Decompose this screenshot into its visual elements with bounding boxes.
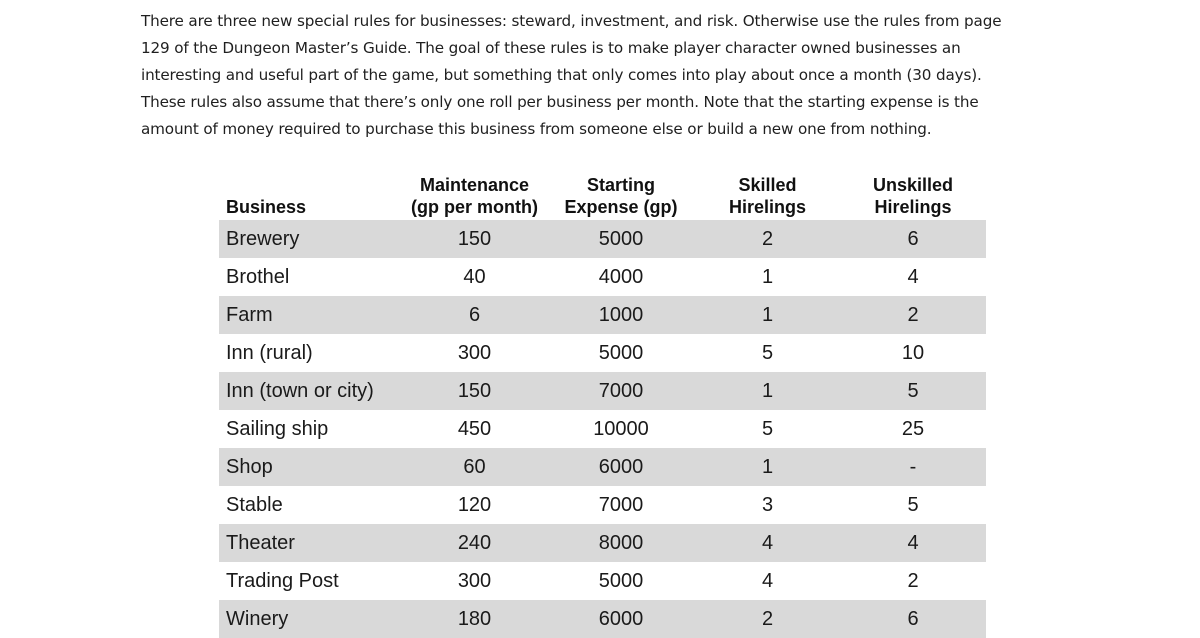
header-unskilled-line1: Unskilled [872, 175, 954, 195]
intro-line: interesting and useful part of the game, but something that only comes into play about once a month (30 days). [141, 66, 982, 84]
cell-skilled: 1 [695, 372, 840, 410]
cell-business: Winery [219, 600, 402, 638]
business-table-body [219, 220, 986, 638]
header-starting-line1: Starting [586, 175, 655, 195]
cell-starting-expense: 4000 [598, 265, 644, 288]
header-skilled-hirelings [695, 168, 840, 220]
intro-paragraph [141, 8, 1071, 143]
cell-maintenance: 300 [457, 341, 492, 364]
cell-skilled: 1 [761, 265, 774, 288]
cell-skilled: 5 [761, 341, 774, 364]
cell-skilled: 3 [761, 493, 774, 516]
cell-skilled: 1 [695, 448, 840, 486]
cell-unskilled: 10 [901, 341, 925, 364]
table-row [219, 524, 986, 562]
cell-starting-expense: 1000 [547, 296, 695, 334]
cell-skilled: 4 [761, 569, 774, 592]
cell-starting-expense: 5000 [598, 341, 644, 364]
cell-skilled: 5 [761, 417, 774, 440]
header-unskilled-hirelings [840, 168, 986, 220]
cell-business: Sailing ship [226, 417, 329, 440]
business-table-header [219, 168, 986, 220]
header-skilled-line1: Skilled [738, 175, 797, 195]
table-row [219, 258, 986, 296]
cell-maintenance: 6 [402, 296, 547, 334]
header-maintenance-line1: Maintenance [419, 175, 530, 195]
cell-starting-expense: 7000 [598, 493, 644, 516]
header-maintenance-line2: (gp per month) [411, 197, 538, 217]
cell-unskilled: - [840, 448, 986, 486]
cell-unskilled: 5 [840, 372, 986, 410]
business-table [219, 168, 986, 638]
table-row [219, 372, 986, 410]
header-skilled-line2: Hirelings [728, 197, 807, 217]
cell-business: Stable [226, 493, 283, 516]
table-row [219, 334, 986, 372]
cell-maintenance: 450 [457, 417, 492, 440]
cell-business: Inn (rural) [226, 341, 313, 364]
table-row [219, 562, 986, 600]
cell-business: Brewery [219, 220, 402, 258]
header-starting-line2: Expense (gp) [564, 197, 678, 217]
cell-maintenance: 120 [457, 493, 492, 516]
header-business-line1: Business [226, 197, 307, 217]
header-maintenance [402, 168, 547, 220]
cell-starting-expense: 7000 [547, 372, 695, 410]
cell-skilled: 2 [695, 600, 840, 638]
cell-maintenance: 150 [402, 220, 547, 258]
cell-maintenance: 60 [402, 448, 547, 486]
cell-maintenance: 180 [402, 600, 547, 638]
cell-maintenance: 240 [402, 524, 547, 562]
cell-starting-expense: 6000 [547, 600, 695, 638]
header-unskilled-line2: Hirelings [874, 197, 952, 217]
header-starting-expense [547, 168, 695, 220]
cell-business: Theater [219, 524, 402, 562]
cell-starting-expense: 10000 [593, 417, 649, 440]
header-business [219, 168, 402, 220]
cell-unskilled: 25 [901, 417, 925, 440]
cell-unskilled: 6 [840, 600, 986, 638]
cell-unskilled: 2 [907, 569, 919, 592]
cell-starting-expense: 6000 [547, 448, 695, 486]
table-row [219, 486, 986, 524]
cell-unskilled: 5 [907, 493, 919, 516]
intro-line: These rules also assume that there’s only one roll per business per month. Note that the starting expense is the [141, 93, 979, 111]
cell-business: Shop [219, 448, 402, 486]
table-row [219, 410, 986, 448]
intro-line: amount of money required to purchase this business from someone else or build a new one from nothing. [141, 120, 932, 138]
cell-starting-expense: 8000 [547, 524, 695, 562]
cell-maintenance: 300 [457, 569, 492, 592]
cell-unskilled: 4 [840, 524, 986, 562]
cell-maintenance: 150 [402, 372, 547, 410]
header-row [219, 168, 986, 220]
cell-unskilled: 2 [840, 296, 986, 334]
intro-line: 129 of the Dungeon Master’s Guide. The goal of these rules is to make player character owned businesses an [141, 39, 961, 57]
cell-starting-expense: 5000 [598, 569, 644, 592]
cell-starting-expense: 5000 [547, 220, 695, 258]
intro-line: There are three new special rules for businesses: steward, investment, and risk. Otherwise use the rules from page [141, 12, 1002, 30]
cell-business: Farm [219, 296, 402, 334]
cell-business: Inn (town or city) [219, 372, 402, 410]
table-row [219, 600, 986, 638]
cell-skilled: 4 [695, 524, 840, 562]
cell-skilled: 1 [695, 296, 840, 334]
cell-business: Brothel [226, 265, 290, 288]
cell-unskilled: 6 [840, 220, 986, 258]
table-row [219, 296, 986, 334]
cell-maintenance: 40 [463, 265, 486, 288]
cell-business: Trading Post [226, 569, 339, 592]
table-row [219, 448, 986, 486]
cell-skilled: 2 [695, 220, 840, 258]
cell-unskilled: 4 [907, 265, 919, 288]
table-row [219, 220, 986, 258]
